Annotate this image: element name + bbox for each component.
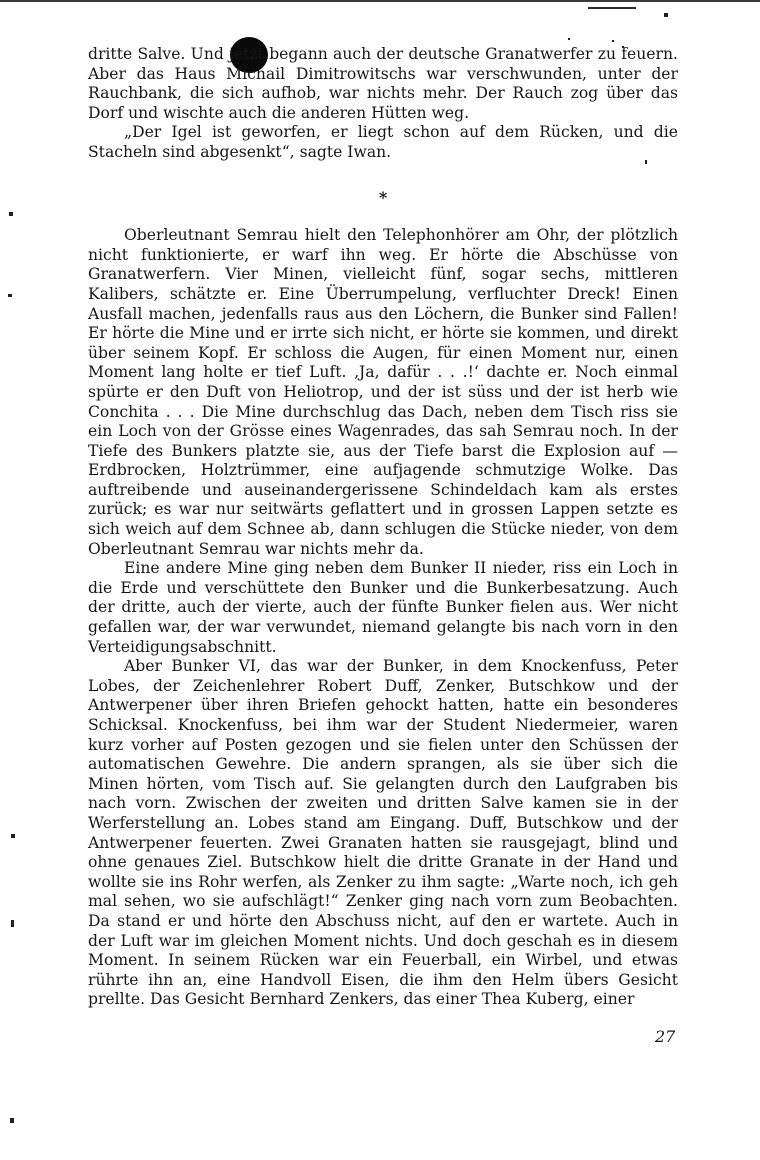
scan-speck <box>664 13 668 17</box>
paragraph: Eine andere Mine ging neben dem Bunker II nieder, riss ein Loch in die Erde und verschüttete den Bunker und die Bunkerbesatzung. Auch der dritte, auch der vierte, auch der fünfte Bunker fielen aus. Wer nicht gefallen war, der war verwundet, niemand gelangte bis nach vorn in den Verteidigungsabschnitt. <box>88 559 678 656</box>
scan-speck <box>568 38 570 40</box>
scan-speck <box>10 1118 14 1123</box>
scan-mark <box>588 7 636 9</box>
scan-speck <box>8 294 12 297</box>
paragraph: „Der Igel ist geworfen, er liegt schon auf dem Rücken, und die Stacheln sind abgesenkt“, sagte Iwan. <box>88 123 678 161</box>
paragraph: Aber Bunker VI, das war der Bunker, in dem Knockenfuss, Peter Lobes, der Zeichenlehrer Robert Duff, Zenker, Butschkow und der Antwerpener über ihren Briefen gehockt hatten, hatte ein besonderes Schicksal. Knockenfuss, bei ihm war der Student Niedermeier, waren kurz vorher auf Posten gezogen und sie fielen unter den Schüssen der automatischen Gewehre. Die andern sprangen, als sie über sich die Minen hörten, vom Tisch auf. Sie gelangten durch den Laufgraben bis nach vorn. Zwischen der zweiten und dritten Salve kamen sie in der Werferstellung an. Lobes stand am Eingang. Duff, Butschkow und der Antwerpener feuerten. Zwei Granaten hatten sie rausgejagt, blind und ohne genaues Ziel. Butschkow hielt die dritte Granate in der Hand und wollte sie ins Rohr werfen, als Zenker zu ihm sagte: „Warte noch, ich geh mal sehen, wo sie aufschlägt!“ Zenker ging nach vorn zum Beobachten. Da stand er und hörte den Abschuss nicht, auf den er wartete. Auch in der Luft war im gleichen Moment nichts. Und doch geschah es in diesem Moment. In seinem Rücken war ein Feuerball, ein Wirbel, und etwas rührte ihn an, eine Handvoll Eisen, die ihm den Helm übers Gesicht prellte. Das Gesicht Bernhard Zenkers, das einer Thea Kuberg, einer <box>88 657 678 1009</box>
page-number: 27 <box>655 1027 676 1046</box>
paragraph: Oberleutnant Semrau hielt den Telephonhörer am Ohr, der plötzlich nicht funktionierte, er warf ihn weg. Er hörte die Abschüsse von Granatwerfern. Vier Minen, vielleicht fünf, sogar sechs, mittleren Kalibers, schätzte er. Eine Überrumpelung, verfluchter Dreck! Einen Ausfall machen, jedenfalls raus aus den Löchern, die Bunker sind Fallen! Er hörte die Mine und er irrte sich nicht, er hörte sie kommen, und direkt über seinem Kopf. Er schloss die Augen, für einen Moment nur, einen Moment lang holte er tief Luft. ‚Ja, dafür . . .!‘ dachte er. Noch einmal spürte er den Duft von Heliotrop, und der ist süss und der ist herb wie Conchita . . . Die Mine durchschlug das Dach, neben dem Tisch riss sie ein Loch von der Grösse eines Wagenrades, das sah Semrau noch. In der Tiefe des Bunkers platzte sie, aus der Tiefe barst die Explosion auf — Erdbrocken, Holztrümmer, eine aufjagende schmutzige Wolke. Das auftreibende und auseinandergerissene Schindeldach kam als erstes zurück; es war nur seitwärts geflattert und in grossen Lappen setzte es sich weich auf dem Schnee ab, dann schlugen die Stücke nieder, von dem Oberleutnant Semrau war nichts mehr da. <box>88 226 678 558</box>
scan-speck <box>9 212 13 216</box>
scan-speck <box>11 920 14 927</box>
body-text <box>88 45 678 1010</box>
paragraph: dritte Salve. Und jetzt begann auch der deutsche Granatwerfer zu feuern. Aber das Haus Michail Dimitrowitschs war verschwunden, unter der Rauchbank, die sich aufhob, war nichts mehr. Der Rauch zog über das Dorf und wischte auch die anderen Hütten weg. <box>88 45 678 122</box>
scan-speck <box>612 40 614 42</box>
section-break-asterisk: * <box>378 187 388 207</box>
scan-top-edge <box>0 0 760 2</box>
scan-speck <box>11 834 15 838</box>
